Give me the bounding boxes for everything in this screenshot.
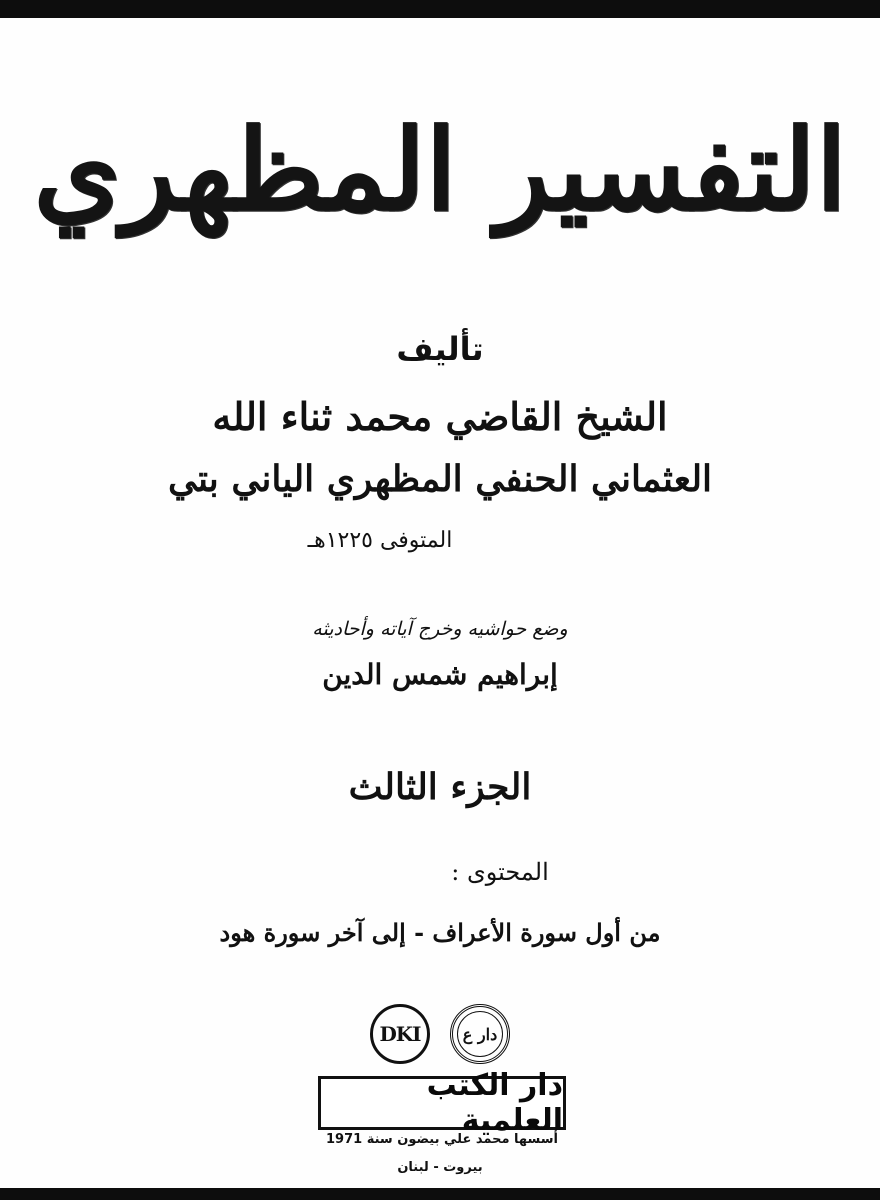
contents-range: من أول سورة الأعراف - إلى آخر سورة هود xyxy=(219,918,661,947)
author-death-date: المتوفى ١٢٢٥هـ xyxy=(307,528,453,553)
dki-logo-text: DKI xyxy=(379,1022,421,1046)
editor-label: وضع حواشيه وخرج آياته وأحاديثه xyxy=(312,618,568,640)
book-title: التفسير المظهري xyxy=(33,105,847,236)
contents-label: المحتوى : xyxy=(451,858,549,886)
title-page xyxy=(0,18,880,1188)
publisher-seal-logo xyxy=(450,1004,510,1064)
volume-number: الجزء الثالث xyxy=(348,766,532,808)
author-name-line-2: العثماني الحنفي المظهري الياني بتي xyxy=(167,458,713,500)
top-border-bar xyxy=(0,0,880,18)
publisher-name-box xyxy=(318,1068,566,1138)
editor-name: إبراهيم شمس الدين xyxy=(322,658,558,691)
publisher-founded: أسسها محمد علي بيضون سنة 1971 xyxy=(326,1132,558,1147)
publisher-seal-inner xyxy=(457,1011,503,1057)
author-name-line-1: الشيخ القاضي محمد ثناء الله xyxy=(212,394,668,439)
publisher-name: دار الكتب العلمية xyxy=(426,1068,563,1138)
dki-logo xyxy=(370,1004,430,1064)
bottom-border-bar xyxy=(0,1188,880,1200)
publisher-city: بيروت - لبنان xyxy=(397,1160,483,1175)
author-label: تأليف xyxy=(396,330,484,368)
publisher-seal-text: دار ع xyxy=(462,1024,498,1044)
